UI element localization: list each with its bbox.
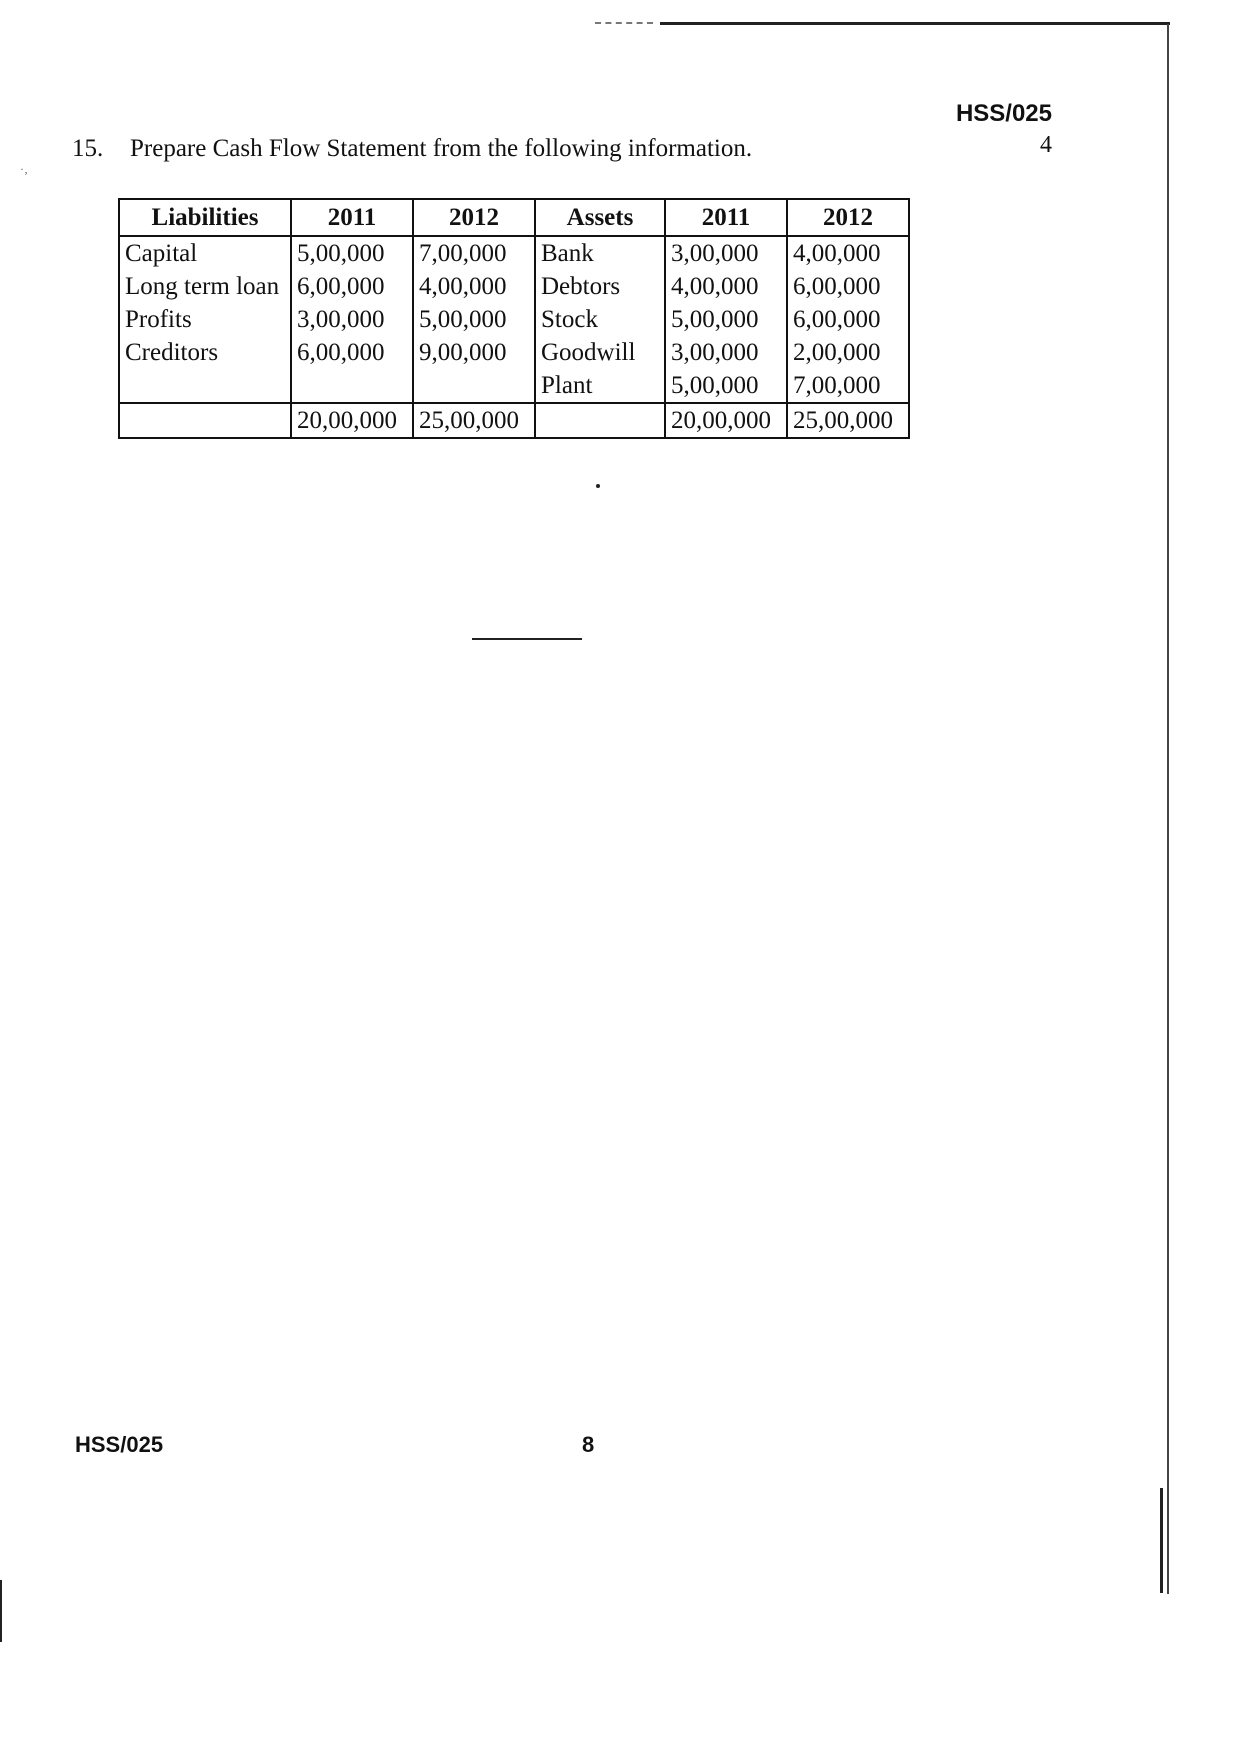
header-assets: Assets — [535, 199, 665, 236]
header-2011-assets: 2011 — [665, 199, 787, 236]
end-of-paper-rule — [472, 638, 582, 640]
scan-edge-mark — [1160, 1488, 1163, 1593]
balance-sheet-table — [118, 198, 910, 439]
scan-edge-mark-left — [0, 1580, 2, 1642]
liability-2012: 4,00,000 — [413, 270, 535, 303]
total-liabilities-2011: 20,00,000 — [291, 403, 413, 438]
question-marks: 4 — [1040, 132, 1052, 158]
asset-2011: 4,00,000 — [665, 270, 787, 303]
liability-2011: 3,00,000 — [291, 303, 413, 336]
question-number: 15. — [72, 135, 104, 162]
table-row — [119, 303, 909, 336]
asset-2012: 6,00,000 — [787, 270, 909, 303]
question-text: Prepare Cash Flow Statement from the following information. — [130, 135, 753, 162]
asset-2011: 5,00,000 — [665, 369, 787, 403]
asset-2011: 5,00,000 — [665, 303, 787, 336]
liability-2011: 6,00,000 — [291, 336, 413, 369]
asset-2012: 6,00,000 — [787, 303, 909, 336]
table-row — [119, 336, 909, 369]
asset-2012: 2,00,000 — [787, 336, 909, 369]
total-asset-label — [535, 403, 665, 438]
totals-row — [119, 403, 909, 438]
liability-2012: 9,00,000 — [413, 336, 535, 369]
paper-code-bottom: HSS/025 — [75, 1432, 164, 1457]
table-row — [119, 270, 909, 303]
asset-label: Stock — [535, 303, 665, 336]
asset-2011: 3,00,000 — [665, 336, 787, 369]
asset-label: Debtors — [535, 270, 665, 303]
scan-dot — [596, 484, 600, 488]
header-2012-assets: 2012 — [787, 199, 909, 236]
asset-label: Goodwill — [535, 336, 665, 369]
header-liabilities: Liabilities — [119, 199, 291, 236]
page-edge-line — [1167, 24, 1169, 1594]
liability-2011: 5,00,000 — [291, 236, 413, 270]
liability-2012 — [413, 369, 535, 403]
liability-label: Capital — [119, 236, 291, 270]
asset-label: Plant — [535, 369, 665, 403]
total-liability-label — [119, 403, 291, 438]
question-15 — [72, 135, 752, 163]
asset-2011: 3,00,000 — [665, 236, 787, 270]
header-2012-liabilities: 2012 — [413, 199, 535, 236]
scan-speck: ·‚ — [20, 162, 28, 176]
liability-label: Long term loan — [119, 270, 291, 303]
liability-label: Creditors — [119, 336, 291, 369]
header-2011-liabilities: 2011 — [291, 199, 413, 236]
total-assets-2012: 25,00,000 — [787, 403, 909, 438]
asset-label: Bank — [535, 236, 665, 270]
liability-2012: 5,00,000 — [413, 303, 535, 336]
table-row — [119, 236, 909, 270]
table-header-row — [119, 199, 909, 236]
scan-dash-line — [595, 22, 653, 24]
asset-2012: 7,00,000 — [787, 369, 909, 403]
page-number: 8 — [582, 1432, 595, 1457]
liability-label — [119, 369, 291, 403]
top-border-line — [660, 22, 1170, 25]
liability-2012: 7,00,000 — [413, 236, 535, 270]
liability-label: Profits — [119, 303, 291, 336]
liability-2011: 6,00,000 — [291, 270, 413, 303]
asset-2012: 4,00,000 — [787, 236, 909, 270]
total-liabilities-2012: 25,00,000 — [413, 403, 535, 438]
paper-code-top: HSS/025 — [955, 100, 1052, 127]
liability-2011 — [291, 369, 413, 403]
table-row — [119, 369, 909, 403]
total-assets-2011: 20,00,000 — [665, 403, 787, 438]
